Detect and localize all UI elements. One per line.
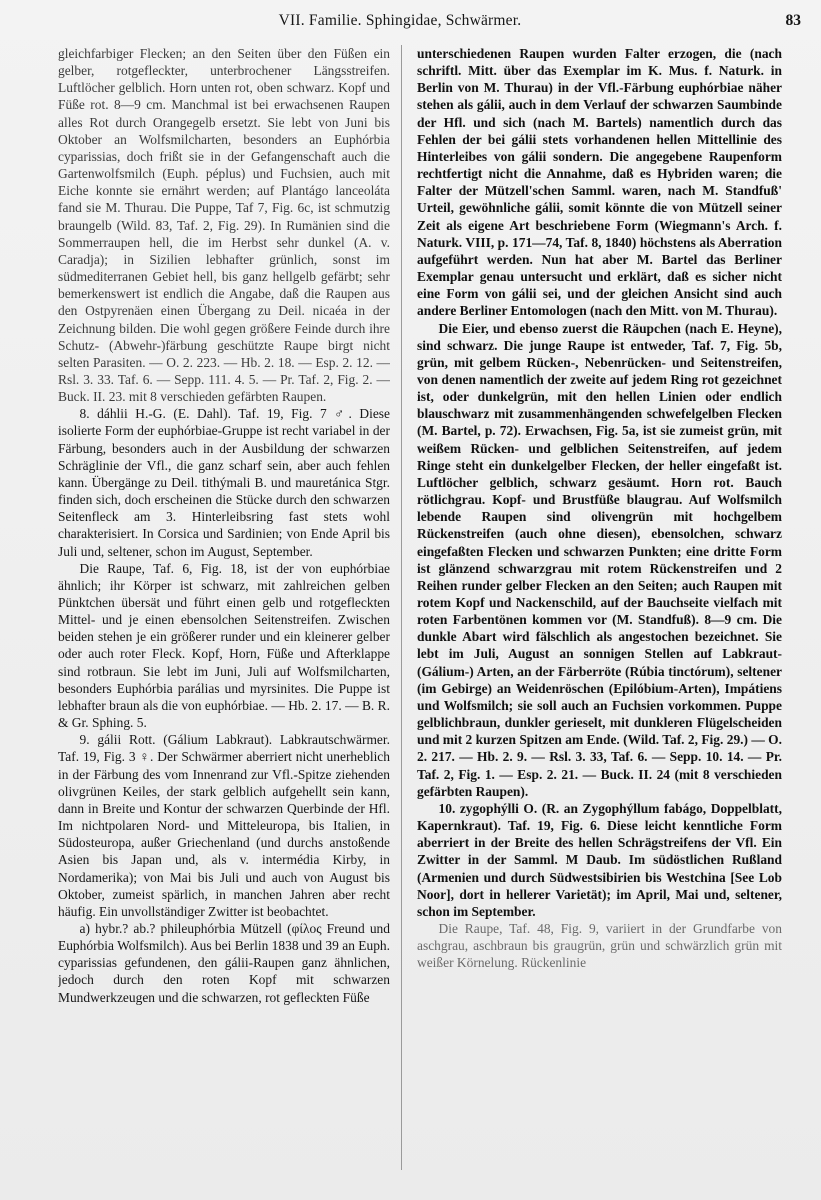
right-paragraph-zygophylli: 10. zygophýlli O. (R. an Zygophýllum fabágo, Doppelblatt, Kapernkraut). Taf. 19, Fig. 6. Diese leicht kenntliche Form aberriert in der Breite des hellen Schrägstreifens der Vfl. Ein Zwitter in der Samml. M Daub. Im südöstlichen Rußland (Armenien und durch Südwestsibirien bis Westchina [See Lob Noor], dort in hellerer Varietät); im April, Mai und, seltener, schon im September. <box>417 800 782 919</box>
left-paragraph-dahlii-raupe: Die Raupe, Taf. 6, Fig. 18, ist der von euphórbiae ähnlich; ihr Körper ist schwarz, mit zahlreichen gelben Pünktchen übersät und führt einen gelb und rotgefleckten Mittel- und je einen ebensolchen Seitenstreifen. Zwischen beiden stehen je ein größerer runder und ein kleinerer gelber oder auch roter Fleck. Kopf, Horn, Füße und Afterklappe sind rotbraun. Sie lebt im Juni, Juli auf Wolfsmilcharten, besonders Euphórbia parálias und myrsinites. Die Puppe ist lebhafter braun als die von euphórbiae. — Hb. 2. 17. — B. R. & Gr. Sphing. 5. <box>58 560 390 731</box>
column-divider <box>401 45 402 1170</box>
right-paragraph-eier: Die Eier, und ebenso zuerst die Räupchen (nach E. Heyne), sind schwarz. Die junge Raupe ist entweder, Taf. 7, Fig. 5b, grün, mit gelbem Rücken-, Nebenrücken- und Seitenstreifen, von denen namentlich der zweite auf jedem Ring rot gezeichnet ist, oder dunkelgrün, mit den hellen Linien oder endlich blauschwarz mit zusammenhängenden schwefelgelben Flecken (M. Bartel, p. 72). Erwachsen, Fig. 5a, ist sie zumeist grün, mit weißem Rücken- und gelblichen Seitenstreifen, auf jedem Ringe steht ein dunkelgelber Flecken, der heller eingefaßt ist. Luftlöcher gelblich, schwarz gesäumt. Horn rot. Bauch rötlichgrau. Kopf- und Brustfüße blaugrau. Auf Wolfsmilch lebende Raupen sind olivengrün mit hochgelbem Rückenstreifen (auch ohne diesen), ebensolchen, schwarz eingefaßten Flecken und schwarzen Punkten; eine dritte Form ist glänzend schwarzgrau mit rotem Rückenstreifen und 2 Reihen runder gelber Flecken an den Seiten; auch Raupen mit rotem Kopf und Nackenschild, auf der Bauchseite vielfach mit roten Farbentönen kommen vor (M. Standfuß). 8—9 cm. Die dunkle Abart wird fälschlich als angestochen bezeichnet. Sie lebt im Juli, August an sonnigen Stellen auf Labkraut- (Gálium-) Arten, an der Färberröte (Rúbia tinctórum), seltener (im Gebirge) an Weidenröschen (Epilóbium-Arten), Impátiens und Wolfsmilch; sie soll auch an Fuchsien vorkommen. Puppe gelblichbraun, dunkler gerieselt, mit dunkleren Flügelscheiden und mit 2 kurzen Spitzen am Ende. (Wild. Taf. 2, Fig. 29.) — O. 2. 217. — Hb. 2. 9. — Rsl. 3. 33, Taf. 6. — Sepp. 10. 14. — Pr. Taf. 2, Fig. 1. — Esp. 2. 21. — Buck. II. 24 (mit 8 verschieden gefärbten Raupen). <box>417 320 782 799</box>
left-column <box>58 45 390 1180</box>
left-paragraph-dahlii: 8. dáhlii H.-G. (E. Dahl). Taf. 19, Fig. 7 ♂. Diese isolierte Form der euphórbiae-Gruppe ist recht variabel in der Färbung, besonders auch in der Ausbildung der schwarzen Schräglinie der Vfl., die ganz scharf sein, aber auch fehlen kann. Übergänge zu Deil. tithýmali B. und mauretánica Stgr. finden sich, doch erscheinen die Stücke durch den schwarzen Seitenfleck am 3. Hinterleibsring fast stets wohl charakterisiert. In Corsica und Sardinien; von Ende April bis Juli und, seltener, schon im August, September. <box>58 406 390 559</box>
right-paragraph-1: unterschiedenen Raupen wurden Falter erzogen, die (nach schriftl. Mitt. über das Exemplar im K. Mus. f. Naturk. in Berlin von M. Thurau) in der Vfl.-Färbung euphórbiae näher stehen als gálii, auch in dem Verlauf der schwarzen Saumbinde der Hfl. und sich (nach M. Bartels) namentlich durch das Fehlen der bei gálii stets vorhandenen hellen Mittellinie des Hinterleibes von gálii sondern. Die angegebene Raupenform rechtfertigt nicht die Annahme, daß es Hybriden waren; die Falter der Mützell'schen Samml. waren, nach M. Standfuß' Urteil, gewöhnliche gálii, somit könnte die von Mützell seiner Zeit als eigene Art beschriebene Form (Wiegmann's Arch. f. Naturk. VIII, p. 171—74, Taf. 8, 1840) höchstens als Aberration aufgeführt werden. Nun hat aber M. Bartel das Berliner Exemplar genau untersucht und erklärt, daß es sicher nicht eine Form von gálii sei, und der gleichen Ansicht sind auch andere Berliner Entomologen (nach den Mitt. von M. Thurau). <box>417 46 782 319</box>
right-column <box>417 45 782 1180</box>
right-paragraph-raupe: Die Raupe, Taf. 48, Fig. 9, variiert in der Grundfarbe von aschgrau, aschbraun bis graugrün, grün und schwärzlich grün mit weißer Körnelung. Rückenlinie <box>417 920 782 971</box>
left-paragraph-1: gleichfarbiger Flecken; an den Seiten über den Füßen ein gelber, rotgefleckter, unterbrochener Längsstreifen. Luftlöcher gelblich. Horn unten rot, oben schwarz. Kopf und Füße rot. 8—9 cm. Manchmal ist bei erwachsenen Raupen alles Rot durch Orangegelb ersetzt. Sie lebt von Juni bis Oktober an Wolfsmilcharten, besonders an Euphórbia cyparissias, doch frißt sie in der Gefangenschaft auch die Gartenwolfsmilch (Euph. péplus) und Fuchsien, auch mit Eiche konnte sie ernährt werden; auf Plantágo lanceoláta fand sie M. Thurau. Die Puppe, Taf 7, Fig. 6c, ist schmutzig braungelb (Wild. 83, Taf. 2, Fig. 29). In Rumänien sind die Sommerraupen hell, die im Herbst sehr dunkel (A. v. Caradja); in Sizilien lebhafter grünlich, sonst im südmediterranen Gebiet hell, bis ganz hellgelb gefärbt; sehr bemerkenswert ist endlich die Angabe, daß die Raupen aus den Ostpyrenäen einen Übergang zu Deil. nicaéa in der Zeichnung bilden. Die wohl gegen größere Feinde durch ihre Schutz- (Abwehr-)färbung geschützte Raupe birgt nicht selten Parasiten. — O. 2. 223. — Hb. 2. 18. — Esp. 2. 12. — Rsl. 3. 33. Taf. 6. — Sepp. 111. 4. 5. — Pr. Taf. 2, Fig. 2. — Buck. II. 23. mit 8 verschieden gefärbten Raupen. <box>58 46 390 405</box>
left-paragraph-phileuphorbia: a) hybr.? ab.? phileuphórbia Mützell (φίλος Freund und Euphórbia Wolfsmilch). Aus bei Berlin 1838 und 39 an Euph. cyparissias gefundenen, den gálii-Raupen ganz ähnlichen, jedoch durch den roten Kopf mit schwarzen Mundwerkzeugen und die schwarzen, rot gefleckten Füße <box>58 920 390 1005</box>
page-number: 83 <box>785 12 801 29</box>
running-head <box>0 12 821 36</box>
page-header-title: VII. Familie. Sphingidae, Schwärmer. <box>278 12 522 29</box>
left-paragraph-galii: 9. gálii Rott. (Gálium Labkraut). Labkrautschwärmer. Taf. 19, Fig. 3 ♀. Der Schwärmer aberriert nicht unerheblich in der Färbung des vom Innenrand zur Vfl.-Spitze ziehenden olivgrünen Keiles, der stark gelblich aufgehellt sein kann, dann in Breite und Kontur der schwarzen Querbinde der Hfl. Im nichtpolaren Nord- und Mitteleuropa, bis Italien, in Südosteuropa, außer Griechenland (und durchs anstoßende Asien bis Japan und, als v. intermédia Kirby, in Nordamerika); von Mai bis Juli und auch von August bis Oktober, zumeist spärlich, in manchen Jahren aber recht häufig. Ein unvollständiger Zwitter ist beobachtet. <box>58 732 390 919</box>
